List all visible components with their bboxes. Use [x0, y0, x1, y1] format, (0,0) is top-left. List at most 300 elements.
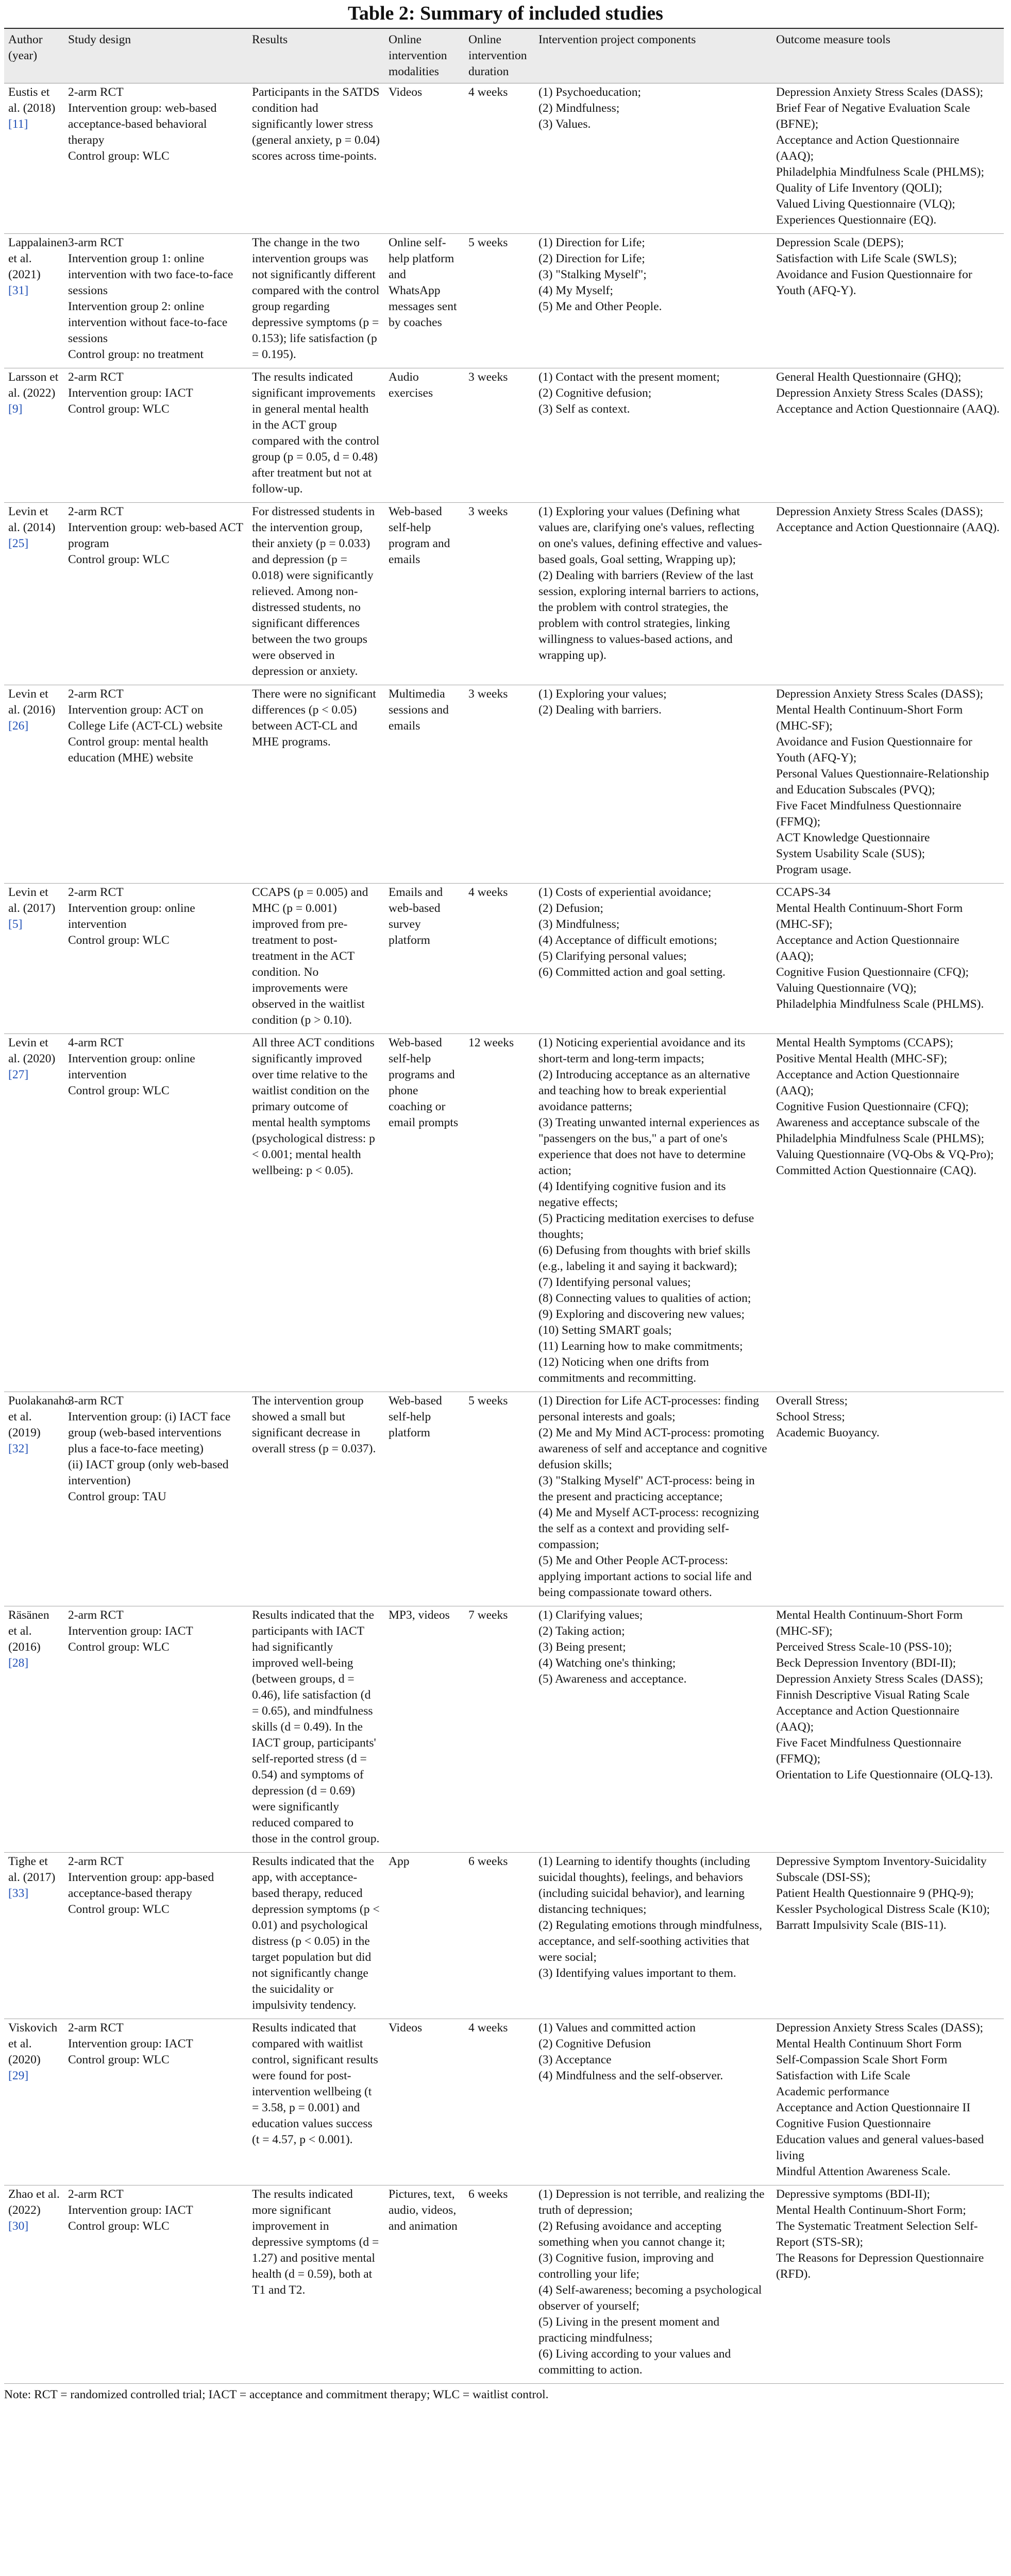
cell-results — [248, 234, 384, 368]
measure-line: Acceptance and Action Questionnaire II — [776, 2101, 971, 2114]
results-text: CCAPS (p = 0.005) and MHC (p = 0.001) improved from pre-treatment to post-treatment in the ACT condition. No improvements were observed in the waitlist condition (p > 0.10). — [252, 886, 368, 1027]
modalities-text: Web-based self-help platform — [389, 1394, 442, 1439]
design-line: Control group: WLC — [68, 2053, 170, 2066]
cell-study-design — [64, 1606, 248, 1853]
author-name: Zhao et al. (2022) — [8, 2188, 60, 2217]
measure-line: Valuing Questionnaire (VQ); — [776, 981, 917, 995]
cell-study-design — [64, 368, 248, 503]
reference-link[interactable]: [9] — [8, 402, 23, 416]
author-name: Levin et al. (2017) — [8, 886, 56, 915]
duration-text: 4 weeks — [468, 2021, 508, 2035]
measure-line: Depressive symptoms (BDI-II); — [776, 2188, 930, 2201]
author-name: Levin et al. (2020) — [8, 1036, 56, 1065]
reference-link[interactable]: [11] — [8, 117, 28, 131]
reference-link[interactable]: [27] — [8, 1068, 29, 1081]
cell-study-design — [64, 884, 248, 1034]
cell-measures — [772, 368, 1004, 503]
cell-components — [534, 2019, 772, 2185]
table-row — [4, 1853, 1004, 2019]
measure-line: Acceptance and Action Questionnaire (AAQ); — [776, 1068, 959, 1097]
measure-line: Acceptance and Action Questionnaire (AAQ); — [776, 133, 959, 163]
cell-measures — [772, 685, 1004, 884]
reference-link[interactable]: [5] — [8, 918, 23, 931]
component-line: (5) Me and Other People. — [538, 300, 662, 313]
design-line: Intervention group: ACT on College Life (ACT-CL) website — [68, 703, 223, 733]
component-line: (5) Practicing meditation exercises to defuse thoughts; — [538, 1212, 754, 1241]
measure-line: CCAPS-34 — [776, 886, 831, 899]
table-body — [4, 83, 1004, 2384]
results-text: The results indicated significant improvements in general mental health in the ACT group compared with the control group (p = 0.05, d = 0.48) after treatment but not at follow-up. — [252, 370, 380, 496]
component-line: (5) Living in the present moment and practicing mindfulness; — [538, 2315, 720, 2345]
table-row — [4, 368, 1004, 503]
measure-line: Overall Stress; — [776, 1394, 848, 1408]
design-line: 2-arm RCT — [68, 1855, 124, 1868]
measure-line: Positive Mental Health (MHC-SF); — [776, 1052, 948, 1065]
cell-author — [4, 368, 64, 503]
design-line: 4-arm RCT — [68, 1036, 124, 1049]
cell-modalities — [384, 368, 464, 503]
modalities-text: Videos — [389, 86, 423, 99]
header-modalities: Online intervention modalities — [384, 28, 464, 83]
component-line: (3) Identifying values important to them. — [538, 1967, 736, 1980]
cell-results — [248, 1606, 384, 1853]
design-line: 2-arm RCT — [68, 2021, 124, 2035]
component-line: (4) Watching one's thinking; — [538, 1656, 676, 1670]
component-line: (1) Exploring your values; — [538, 687, 667, 701]
cell-components — [534, 2185, 772, 2384]
component-line: (11) Learning how to make commitments; — [538, 1340, 743, 1353]
cell-author — [4, 1034, 64, 1392]
measure-line: Kessler Psychological Distress Scale (K10); — [776, 1903, 990, 1916]
design-line: Control group: WLC — [68, 1903, 170, 1916]
results-text: There were no significant differences (p < 0.05) between ACT-CL and MHE programs. — [252, 687, 376, 749]
component-line: (2) Cognitive defusion; — [538, 386, 652, 400]
measure-line: Depression Anxiety Stress Scales (DASS); — [776, 2021, 984, 2035]
component-line: (2) Refusing avoidance and accepting something when you cannot change it; — [538, 2219, 726, 2249]
cell-results — [248, 1034, 384, 1392]
design-line: Intervention group: web-based ACT program — [68, 521, 243, 550]
table-row — [4, 1034, 1004, 1392]
duration-text: 3 weeks — [468, 370, 508, 384]
cell-modalities — [384, 2185, 464, 2384]
cell-measures — [772, 1034, 1004, 1392]
measure-line: Awareness and acceptance subscale of the Philadelphia Mindfulness Scale (PHLMS); — [776, 1116, 985, 1145]
component-line: (3) Self as context. — [538, 402, 630, 416]
reference-link[interactable]: [26] — [8, 719, 29, 733]
cell-author — [4, 83, 64, 234]
modalities-text: Pictures, text, audio, videos, and animation — [389, 2188, 458, 2233]
cell-modalities — [384, 1392, 464, 1606]
measure-line: Acceptance and Action Questionnaire (AAQ). — [776, 521, 1000, 534]
table-row — [4, 503, 1004, 685]
measure-line: Mental Health Continuum Short Form — [776, 2037, 962, 2050]
cell-author — [4, 1392, 71, 1606]
cell-measures — [772, 884, 1004, 1034]
cell-modalities — [384, 2019, 464, 2185]
table-row — [4, 2019, 1004, 2185]
cell-components — [534, 1853, 772, 2019]
cell-study-design — [64, 83, 248, 234]
cell-components — [534, 503, 772, 685]
measure-line: ACT Knowledge Questionnaire — [776, 831, 930, 844]
measure-line: Personal Values Questionnaire-Relationship and Education Subscales (PVQ); — [776, 767, 989, 796]
cell-duration — [464, 884, 534, 1034]
reference-link[interactable]: [30] — [8, 2219, 29, 2233]
design-line: Intervention group: (i) IACT face group (web-based interventions plus a face-to-face meeting) — [68, 1410, 231, 1455]
component-line: (4) Self-awareness; becoming a psychological observer of yourself; — [538, 2283, 762, 2313]
results-text: For distressed students in the intervention group, their anxiety (p = 0.033) and depression (p = 0.018) were significantly relieved. Among non-distressed students, no significant differences between the two groups were observed in depression or anxiety. — [252, 505, 375, 678]
component-line: (2) Mindfulness; — [538, 101, 620, 115]
design-line: Intervention group: IACT — [68, 386, 193, 400]
component-line: (2) Taking action; — [538, 1624, 625, 1638]
measure-line: Satisfaction with Life Scale (SWLS); — [776, 252, 957, 265]
design-line: Control group: no treatment — [68, 348, 204, 361]
cell-duration — [464, 83, 534, 234]
measure-line: Depressive Symptom Inventory-Suicidality Subscale (DSI-SS); — [776, 1855, 987, 1884]
cell-results — [248, 2019, 384, 2185]
duration-text: 4 weeks — [468, 86, 508, 99]
header-duration: Online intervention duration — [464, 28, 534, 83]
cell-results — [248, 2185, 384, 2384]
measure-line: Depression Scale (DEPS); — [776, 236, 904, 249]
table-row — [4, 1606, 1004, 1853]
component-line: (3) Treating unwanted internal experiences as "passengers on the bus," a part of one's experience that does not have to determine action; — [538, 1116, 760, 1177]
results-text: The results indicated more significant improvement in depressive symptoms (d = 1.27) and positive mental health (d = 0.59), both at T1 and T2. — [252, 2188, 379, 2297]
modalities-text: MP3, videos — [389, 1608, 450, 1622]
reference-link[interactable]: [28] — [8, 1656, 29, 1670]
cell-duration — [464, 1853, 534, 2019]
design-line: Control group: WLC — [68, 402, 170, 416]
cell-study-design — [64, 2019, 248, 2185]
measure-line: Barratt Impulsivity Scale (BIS-11). — [776, 1919, 947, 1932]
modalities-text: Audio exercises — [389, 370, 433, 400]
measure-line: General Health Questionnaire (GHQ); — [776, 370, 962, 384]
measure-line: Valuing Questionnaire (VQ-Obs & VQ-Pro); — [776, 1148, 994, 1161]
component-line: (1) Psychoeducation; — [538, 86, 642, 99]
cell-author — [4, 503, 64, 685]
design-line: Control group: WLC — [68, 1084, 170, 1097]
measure-line: Brief Fear of Negative Evaluation Scale (BFNE); — [776, 101, 970, 131]
results-text: Participants in the SATDS condition had significantly lower stress (general anxiety, p = 0.04) scores across time-points. — [252, 86, 380, 163]
header-results: Results — [248, 28, 384, 83]
results-text: All three ACT conditions significantly improved over time relative to the waitlist condition on the primary outcome of mental health symptoms (psychological distress: p < 0.001; mental health wellbeing: p < 0.05). — [252, 1036, 375, 1177]
modalities-text: Videos — [389, 2021, 423, 2035]
cell-components — [534, 368, 772, 503]
component-line: (6) Committed action and goal setting. — [538, 965, 726, 979]
measure-line: Valued Living Questionnaire (VLQ); — [776, 197, 955, 211]
table-row — [4, 884, 1004, 1034]
duration-text: 5 weeks — [468, 1394, 508, 1408]
author-name: Räsänen et al. (2016) — [8, 1608, 49, 1654]
duration-text: 4 weeks — [468, 886, 508, 899]
results-text: The intervention group showed a small but significant decrease in overall stress (p = 0.037). — [252, 1394, 376, 1455]
cell-duration — [464, 234, 534, 368]
header-study-design: Study design — [64, 28, 248, 83]
author-name: Eustis et al. (2018) — [8, 86, 56, 115]
design-line: Intervention group 1: online intervention with two face-to-face sessions — [68, 252, 233, 297]
cell-author — [4, 1606, 64, 1853]
measure-line: School Stress; — [776, 1410, 845, 1423]
cell-measures — [772, 1853, 1004, 2019]
measure-line: Mental Health Symptoms (CCAPS); — [776, 1036, 954, 1049]
component-line: (5) Clarifying personal values; — [538, 950, 687, 963]
cell-study-design — [64, 1853, 248, 2019]
cell-components — [534, 1034, 772, 1392]
design-line: Control group: WLC — [68, 934, 170, 947]
cell-study-design — [64, 1034, 248, 1392]
component-line: (1) Direction for Life ACT-processes: finding personal interests and goals; — [538, 1394, 759, 1423]
cell-modalities — [384, 1034, 464, 1392]
cell-duration — [464, 503, 534, 685]
measure-line: The Reasons for Depression Questionnaire (RFD). — [776, 2251, 984, 2281]
duration-text: 6 weeks — [468, 1855, 508, 1868]
cell-components — [534, 83, 772, 234]
measure-line: Cognitive Fusion Questionnaire (CFQ); — [776, 965, 969, 979]
measure-line: Depression Anxiety Stress Scales (DASS); — [776, 687, 984, 701]
component-line: (6) Living according to your values and committing to action. — [538, 2347, 731, 2377]
measure-line: Orientation to Life Questionnaire (OLQ-13). — [776, 1768, 993, 1782]
component-line: (3) Being present; — [538, 1640, 626, 1654]
author-name: Tighe et al. (2017) — [8, 1855, 56, 1884]
component-line: (1) Clarifying values; — [538, 1608, 643, 1622]
measure-line: Avoidance and Fusion Questionnaire for Youth (AFQ-Y); — [776, 735, 972, 765]
duration-text: 7 weeks — [468, 1608, 508, 1622]
measure-line: Depression Anxiety Stress Scales (DASS); — [776, 386, 984, 400]
measure-line: Finnish Descriptive Visual Rating Scale — [776, 1688, 970, 1702]
component-line: (4) Identifying cognitive fusion and its negative effects; — [538, 1180, 726, 1209]
cell-measures — [772, 1606, 1004, 1853]
reference-link[interactable]: [29] — [8, 2069, 29, 2082]
component-line: (1) Direction for Life; — [538, 236, 645, 249]
results-text: The change in the two intervention groups was not significantly different compared with the control group regarding depressive symptoms (p = 0.153); life satisfaction (p = 0.195). — [252, 236, 380, 361]
design-line: 2-arm RCT — [68, 886, 124, 899]
measure-line: Philadelphia Mindfulness Scale (PHLMS); — [776, 165, 985, 179]
header-measures: Outcome measure tools — [772, 28, 1004, 83]
measure-line: The Systematic Treatment Selection Self-Report (STS-SR); — [776, 2219, 978, 2249]
cell-study-design — [64, 234, 248, 368]
cell-results — [248, 1853, 384, 2019]
measure-line: Perceived Stress Scale-10 (PSS-10); — [776, 1640, 952, 1654]
cell-results — [248, 884, 384, 1034]
cell-measures — [772, 1392, 1004, 1606]
measure-line: Mental Health Continuum-Short Form; — [776, 2204, 966, 2217]
design-line: 3-arm RCT — [68, 1394, 124, 1408]
reference-link[interactable]: [31] — [8, 284, 29, 297]
author-name: Levin et al. (2016) — [8, 687, 56, 717]
design-line: 2-arm RCT — [68, 370, 124, 384]
cell-results — [248, 685, 384, 884]
modalities-text: Emails and web-based survey platform — [389, 886, 443, 947]
component-line: (1) Learning to identify thoughts (including suicidal thoughts), feelings, and behaviors (including suicidal behavior), and learning distancing techniques; — [538, 1855, 750, 1916]
measure-line: Experiences Questionnaire (EQ). — [776, 213, 937, 227]
cell-measures — [772, 234, 1004, 368]
design-line: Intervention group 2: online intervention without face-to-face sessions — [68, 300, 228, 345]
cell-study-design — [64, 2185, 248, 2384]
cell-duration — [464, 2185, 534, 2384]
component-line: (2) Direction for Life; — [538, 252, 645, 265]
design-line: 2-arm RCT — [68, 1608, 124, 1622]
design-line: 2-arm RCT — [68, 687, 124, 701]
component-line: (1) Costs of experiential avoidance; — [538, 886, 712, 899]
cell-results — [248, 368, 384, 503]
author-name: Puolakanaho et al. (2019) — [8, 1394, 71, 1439]
component-line: (1) Noticing experiential avoidance and its short-term and long-term impacts; — [538, 1036, 746, 1065]
design-line: 2-arm RCT — [68, 86, 124, 99]
component-line: (9) Exploring and discovering new values; — [538, 1308, 745, 1321]
cell-duration — [464, 685, 534, 884]
cell-study-design — [64, 1392, 248, 1606]
component-line: (3) Mindfulness; — [538, 918, 620, 931]
component-line: (1) Exploring your values (Defining what values are, clarifying one's values, reflecting on one's values, defining effective and values-based goals, Goal setting, Wrapping up); — [538, 505, 762, 566]
measure-line: Mental Health Continuum-Short Form (MHC-SF); — [776, 902, 963, 931]
design-line: 3-arm RCT — [68, 236, 124, 249]
table-row — [4, 1392, 1004, 1606]
cell-duration — [464, 2019, 534, 2185]
design-line: 2-arm RCT — [68, 505, 124, 518]
cell-study-design — [64, 503, 248, 685]
component-line: (4) Acceptance of difficult emotions; — [538, 934, 717, 947]
cell-modalities — [384, 234, 464, 368]
results-text: Results indicated that compared with waitlist control, significant results were found for post-intervention wellbeing (t = 3.58, p = 0.001) and education values success (t = 4.57, p < 0.001). — [252, 2021, 378, 2146]
measure-line: Acceptance and Action Questionnaire (AAQ); — [776, 934, 959, 963]
component-line: (1) Values and committed action — [538, 2021, 696, 2035]
table-row — [4, 83, 1004, 234]
measure-line: Mental Health Continuum-Short Form (MHC-SF); — [776, 1608, 963, 1638]
table-note: Note: RCT = randomized controlled trial; IACT = acceptance and commitment therapy; WLC = waitlist control. — [4, 2388, 549, 2401]
cell-components — [534, 685, 772, 884]
cell-modalities — [384, 83, 464, 234]
cell-author — [4, 234, 69, 368]
cell-duration — [464, 1392, 534, 1606]
measure-line: Academic performance — [776, 2085, 889, 2098]
reference-link[interactable]: [32] — [8, 1442, 29, 1455]
modalities-text: Multimedia sessions and emails — [389, 687, 449, 733]
component-line: (6) Defusing from thoughts with brief skills (e.g., labeling it and saying it backward); — [538, 1244, 751, 1273]
cell-results — [248, 1392, 384, 1606]
design-line: Control group: WLC — [68, 149, 170, 163]
component-line: (1) Contact with the present moment; — [538, 370, 720, 384]
duration-text: 5 weeks — [468, 236, 508, 249]
measure-line: Program usage. — [776, 863, 852, 876]
measure-line: Quality of Life Inventory (QOLI); — [776, 181, 942, 195]
component-line: (8) Connecting values to qualities of action; — [538, 1292, 751, 1305]
measure-line: Depression Anxiety Stress Scales (DASS); — [776, 86, 984, 99]
modalities-text: Web-based self-help programs and phone coaching or email prompts — [389, 1036, 459, 1129]
measure-line: Cognitive Fusion Questionnaire (CFQ); — [776, 1100, 969, 1113]
measure-line: Five Facet Mindfulness Questionnaire (FFMQ); — [776, 1736, 962, 1766]
cell-study-design — [64, 685, 248, 884]
measure-line: Acceptance and Action Questionnaire (AAQ). — [776, 402, 1000, 416]
measure-line: Committed Action Questionnaire (CAQ). — [776, 1164, 977, 1177]
cell-modalities — [384, 1606, 464, 1853]
duration-text: 6 weeks — [468, 2188, 508, 2201]
measure-line: Philadelphia Mindfulness Scale (PHLMS). — [776, 997, 984, 1011]
header-row — [4, 28, 1004, 83]
component-line: (3) "Stalking Myself" ACT-process: being in the present and practicing acceptance; — [538, 1474, 755, 1503]
measure-line: System Usability Scale (SUS); — [776, 847, 925, 860]
header-components: Intervention project components — [534, 28, 772, 83]
cell-measures — [772, 2185, 1004, 2384]
design-line: Control group: TAU — [68, 1490, 166, 1503]
component-line: (3) Values. — [538, 117, 591, 131]
design-line: Intervention group: web-based acceptance-based behavioral therapy — [68, 101, 217, 147]
design-line: Intervention group: online intervention — [68, 1052, 195, 1081]
component-line: (2) Dealing with barriers (Review of the last session, exploring internal barriers to actions, the problem with control strategies, the problem with control strategies, linking willingness to values-based actions, and wrapping up). — [538, 569, 759, 662]
cell-components — [534, 1392, 772, 1606]
measure-line: Depression Anxiety Stress Scales (DASS); — [776, 505, 984, 518]
measure-line: Satisfaction with Life Scale — [776, 2069, 911, 2082]
reference-link[interactable]: [33] — [8, 1887, 29, 1900]
cell-author — [4, 1853, 64, 2019]
component-line: (12) Noticing when one drifts from commitments and recommitting. — [538, 1355, 709, 1385]
measure-line: Five Facet Mindfulness Questionnaire (FFMQ); — [776, 799, 962, 828]
measure-line: Cognitive Fusion Questionnaire — [776, 2117, 931, 2130]
results-text: Results indicated that the app, with acceptance-based therapy, reduced depression symptoms (p < 0.01) and psychological distress (p < 0.05) in the target population but did not significantly change the suicidality or impulsivity tendency. — [252, 1855, 380, 2012]
design-line: Control group: WLC — [68, 2219, 170, 2233]
measure-line: Avoidance and Fusion Questionnaire for Youth (AFQ-Y). — [776, 268, 972, 297]
cell-measures — [772, 83, 1004, 234]
reference-link[interactable]: [25] — [8, 537, 29, 550]
component-line: (4) Me and Myself ACT-process: recognizing the self as a context and providing self-compassion; — [538, 1506, 759, 1551]
modalities-text: Online self-help platform and WhatsApp messages sent by coaches — [389, 236, 457, 329]
measure-line: Academic Buoyancy. — [776, 1426, 880, 1439]
modalities-text: Web-based self-help program and emails — [389, 505, 450, 566]
component-line: (2) Cognitive Defusion — [538, 2037, 651, 2050]
component-line: (5) Awareness and acceptance. — [538, 1672, 687, 1686]
cell-results — [248, 503, 384, 685]
cell-duration — [464, 1034, 534, 1392]
component-line: (7) Identifying personal values; — [538, 1276, 691, 1289]
table-row — [4, 685, 1004, 884]
measure-line: Patient Health Questionnaire 9 (PHQ-9); — [776, 1887, 974, 1900]
cell-components — [534, 234, 772, 368]
design-line: (ii) IACT group (only web-based intervention) — [68, 1458, 229, 1487]
component-line: (5) Me and Other People ACT-process: applying important actions to social life and being compassionate toward others. — [538, 1554, 752, 1599]
measure-line: Education values and general values-based living — [776, 2133, 984, 2162]
component-line: (10) Setting SMART goals; — [538, 1324, 672, 1337]
component-line: (2) Defusion; — [538, 902, 603, 915]
measure-line: Mindful Attention Awareness Scale. — [776, 2165, 951, 2178]
cell-author — [4, 685, 64, 884]
studies-table — [4, 28, 1004, 2384]
component-line: (3) Cognitive fusion, improving and controlling your life; — [538, 2251, 714, 2281]
cell-components — [534, 884, 772, 1034]
header-author: Author (year) — [4, 28, 64, 83]
author-name: Larsson et al. (2022) — [8, 370, 59, 400]
results-text: Results indicated that the participants with IACT had significantly improved well-being (between groups, d = 0.46), life satisfaction (d = 0.65), and mindfulness skills (d = 0.49). In the IACT group, participants' self-reported stress (d = 0.54) and symptoms of depression (d = 0.69) were significantly reduced compared to those in the control group. — [252, 1608, 380, 1845]
design-line: Intervention group: online intervention — [68, 902, 195, 931]
cell-measures — [772, 2019, 1004, 2185]
measure-line: Beck Depression Inventory (BDI-II); — [776, 1656, 956, 1670]
component-line: (1) Depression is not terrible, and realizing the truth of depression; — [538, 2188, 765, 2217]
component-line: (3) "Stalking Myself"; — [538, 268, 647, 281]
measure-line: Depression Anxiety Stress Scales (DASS); — [776, 1672, 984, 1686]
design-line: Intervention group: IACT — [68, 1624, 193, 1638]
design-line: Control group: WLC — [68, 553, 170, 566]
cell-modalities — [384, 503, 464, 685]
component-line: (3) Acceptance — [538, 2053, 612, 2066]
measure-line: Mental Health Continuum-Short Form (MHC-SF); — [776, 703, 963, 733]
design-line: Control group: mental health education (MHE) website — [68, 735, 209, 765]
component-line: (2) Regulating emotions through mindfulness, acceptance, and self-soothing activities that were social; — [538, 1919, 763, 1964]
cell-duration — [464, 1606, 534, 1853]
component-line: (4) My Myself; — [538, 284, 613, 297]
design-line: Intervention group: IACT — [68, 2204, 193, 2217]
measure-line: Self-Compassion Scale Short Form — [776, 2053, 948, 2066]
design-line: Intervention group: IACT — [68, 2037, 193, 2050]
table-row — [4, 234, 1004, 368]
cell-author — [4, 884, 64, 1034]
